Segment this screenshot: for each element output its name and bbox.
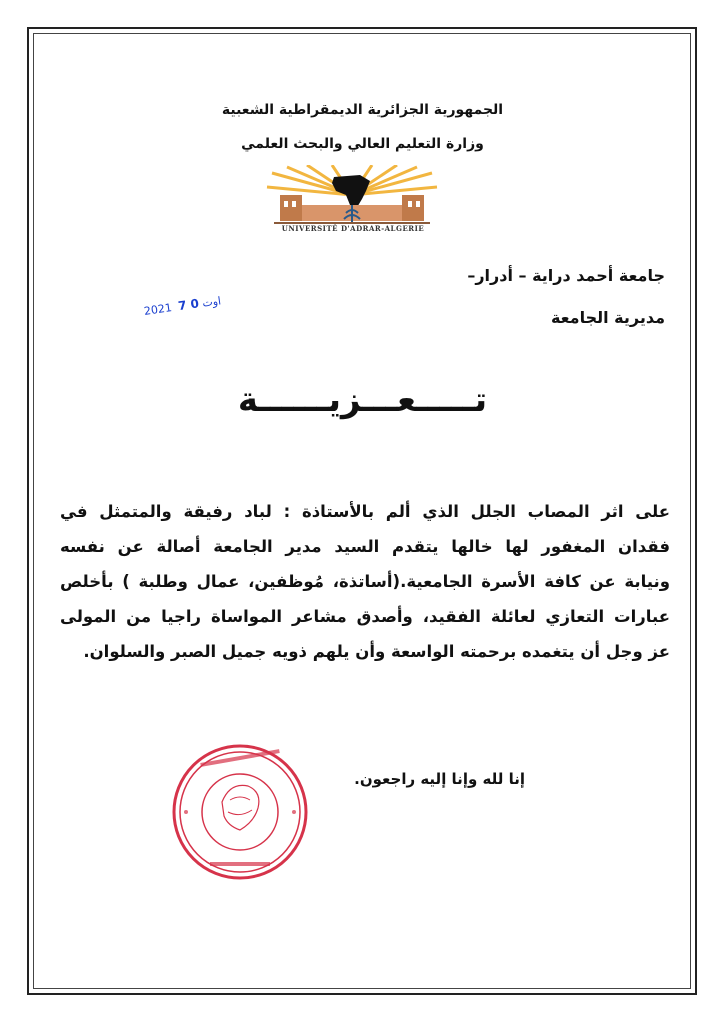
logo-caption: UNIVERSITÉ D'ADRAR-ALGERIE xyxy=(281,224,425,233)
date-month-year: 2021 اوت xyxy=(143,294,222,318)
directorate-name: مديرية الجامعة xyxy=(550,308,665,327)
document-title: تـــــعـــزيــــــة xyxy=(237,380,488,420)
body-line: عز وجل أن يتغمده برحمته الواسعة وأن يلهم ذويه جميل الصبر والسلوان. xyxy=(83,642,670,661)
university-name: جامعة أحمد دراية – أدرار– xyxy=(467,266,665,285)
body-line: عبارات التعازي لعائلة الفقيد، وأصدق مشاعر المواساة راجيا من المولى xyxy=(60,607,670,626)
body-line: ونيابة عن كافة الأسرة الجامعية.(أساتذة، مُوظفين، عمال وطلبة ) بأخلص xyxy=(60,572,670,591)
body-line: على اثر المصاب الجلل الذي ألم بالأستاذة : لباد رفيقة والمتمثل في xyxy=(60,502,670,521)
date-day: 0 7 xyxy=(177,296,200,314)
body-line: فقدان المغفور لها خالها يتقدم السيد مدير الجامعة أصالة عن نفسه xyxy=(60,537,670,556)
official-seal-icon xyxy=(170,742,310,882)
closing-phrase: إنا لله وإنا إليه راجعون. xyxy=(354,770,525,788)
condolence-body xyxy=(60,494,670,669)
ministry-header: وزارة التعليم العالي والبحث العلمي xyxy=(241,136,484,152)
republic-header: الجمهورية الجزائرية الديمقراطية الشعبية xyxy=(221,102,504,118)
